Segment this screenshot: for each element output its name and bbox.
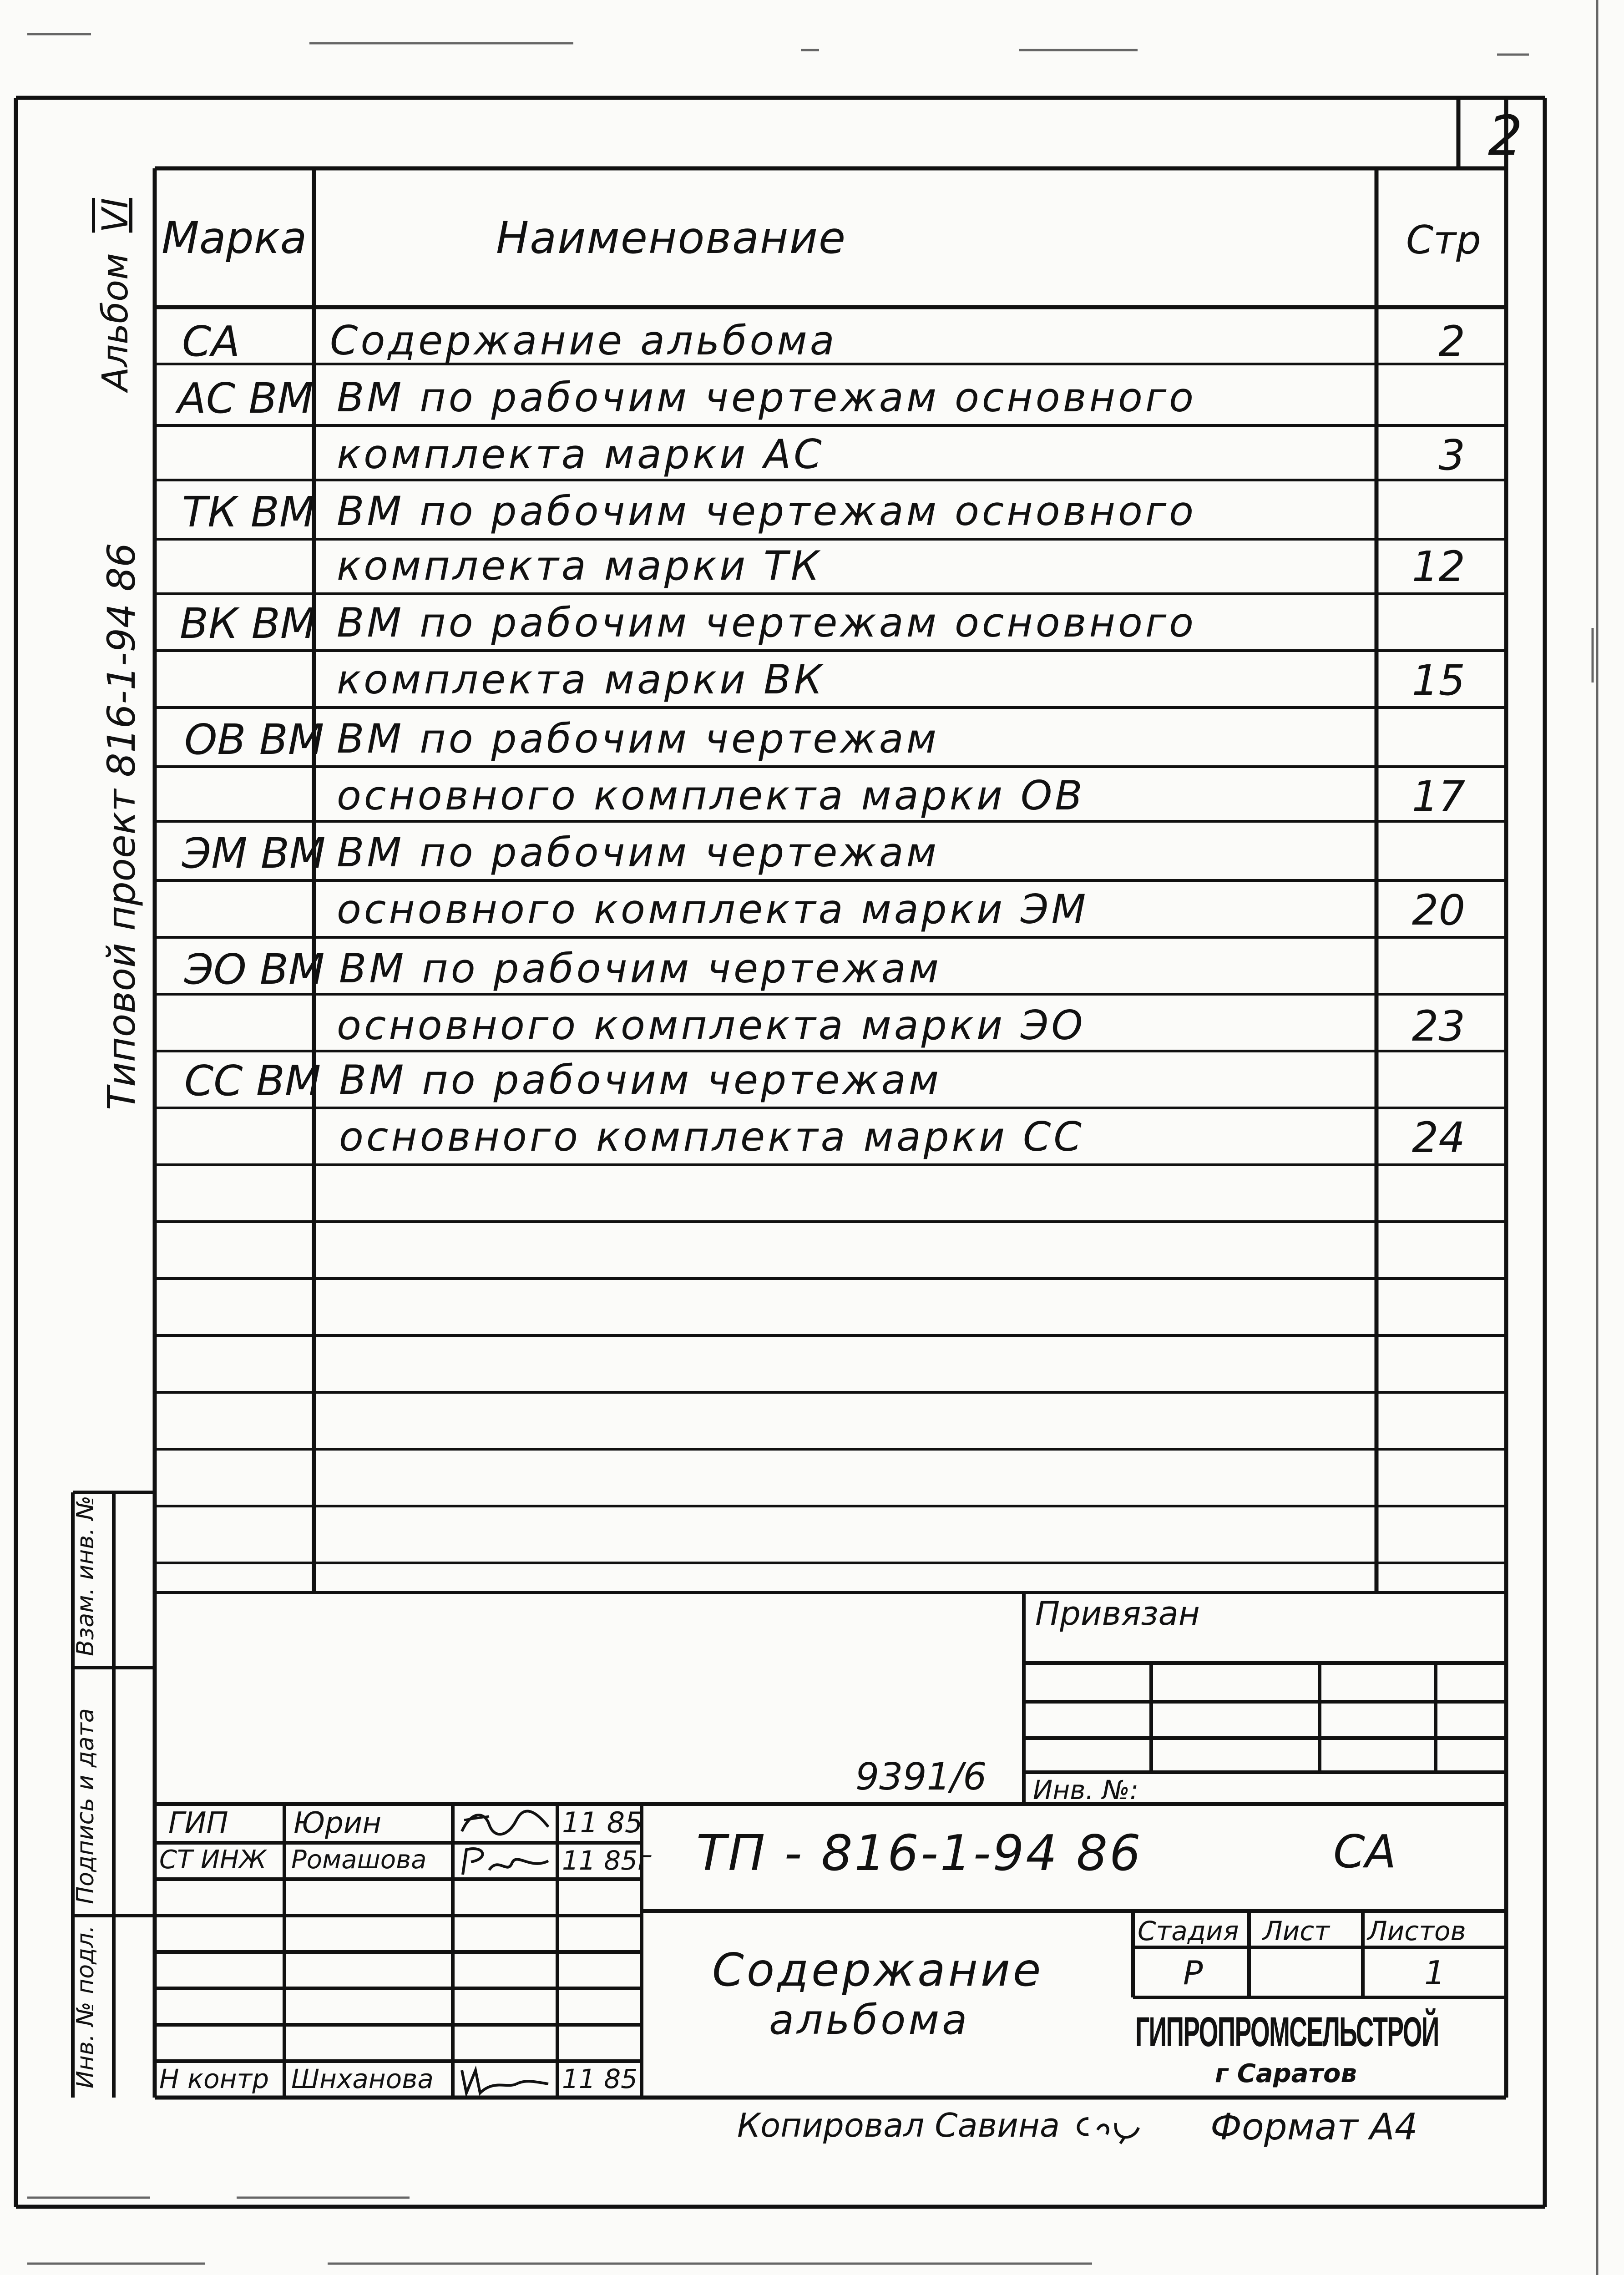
- table-row-page: 24: [1412, 1113, 1465, 1162]
- table-row-name: основного комплекта марки ЭМ: [337, 886, 1089, 933]
- table-row-mark: СС ВМ: [184, 1057, 321, 1105]
- document-code: СА: [1333, 1825, 1396, 1878]
- copier-signature: [1070, 2109, 1148, 2146]
- paper-format: Формат А4: [1210, 2106, 1418, 2148]
- table-row-name: основного комплекта марки СС: [339, 1113, 1084, 1160]
- stage-value: Р: [1183, 1954, 1203, 1992]
- table-row-name: ВМ по рабочим чертежам: [337, 829, 940, 876]
- role-st-inzh: СТ ИНЖ: [159, 1845, 267, 1875]
- table-row-name: Содержание альбома: [330, 317, 837, 364]
- table-row-name: комплекта марки ТК: [337, 542, 822, 589]
- doc-title-line1: Содержание: [712, 1943, 1044, 1997]
- date-n-kontr: 11 85: [562, 2063, 638, 2094]
- side-label-project: Типовой проект 816-1-94 86: [99, 543, 144, 1110]
- table-row-name: ВМ по рабочим чертежам основного: [337, 374, 1196, 421]
- date-st-inzh: 11 85г: [562, 1845, 652, 1876]
- table-row-page: 3: [1438, 431, 1465, 480]
- table-row-name: ВМ по рабочим чертежам: [339, 1057, 942, 1103]
- date-gip: 11 85: [562, 1806, 643, 1839]
- table-row-name: ВМ по рабочим чертежам: [339, 945, 942, 992]
- project-designation: ТП - 816-1-94 86: [696, 1825, 1143, 1882]
- table-row-name: ВМ по рабочим чертежам: [337, 715, 940, 762]
- margin-inv-orig: Инв. № подл.: [72, 1925, 99, 2088]
- table-row-page: 12: [1412, 542, 1465, 591]
- table-row-page: 2: [1438, 317, 1465, 366]
- sheets-header: Листов: [1367, 1916, 1466, 1946]
- organization-name: ГИПРОПРОМСЕЛЬСТРОЙ: [1135, 2009, 1439, 2055]
- table-row-mark: ОВ ВМ: [184, 715, 324, 764]
- table-row-mark: СА: [182, 317, 240, 366]
- signature-n-kontr: [457, 2061, 553, 2099]
- table-row-mark: ЭО ВМ: [184, 945, 325, 994]
- album-number: VI: [95, 197, 136, 233]
- header-page: Стр: [1406, 217, 1481, 263]
- signature-st-inzh: [457, 1843, 553, 1881]
- margin-vzam-inv: Взам. инв. №: [72, 1495, 99, 1656]
- doc-title-line2: альбома: [769, 1996, 970, 2044]
- table-row-mark: АС ВМ: [177, 374, 314, 423]
- table-row-name: ВМ по рабочим чертежам основного: [337, 488, 1196, 535]
- copied-by: [737, 2106, 1148, 2146]
- role-n-kontr: Н контр: [159, 2063, 269, 2094]
- sheet-number: 2: [1488, 105, 1523, 168]
- signature-gip: [457, 1806, 553, 1845]
- stage-header: Стадия: [1138, 1916, 1239, 1946]
- header-name: Наименование: [496, 212, 847, 263]
- table-row-name: ВМ по рабочим чертежам основного: [337, 599, 1196, 646]
- organization-city: г Саратов: [1215, 2059, 1357, 2088]
- table-row-name: комплекта марки АС: [337, 431, 825, 478]
- sheets-value: 1: [1424, 1954, 1445, 1992]
- name-st-inzh: Ромашова: [291, 1845, 427, 1875]
- name-n-kontr: Шнханова: [291, 2063, 434, 2094]
- table-row-mark: ТК ВМ: [182, 488, 316, 536]
- sheet-header: Лист: [1263, 1916, 1330, 1946]
- archive-number: 9391/6: [855, 1755, 987, 1799]
- role-gip: ГИП: [168, 1806, 228, 1840]
- inv-number-label: Инв. №:: [1033, 1774, 1139, 1805]
- margin-sign-date: Подпись и дата: [72, 1708, 99, 1904]
- table-row-page: 17: [1412, 772, 1465, 821]
- table-row-name: основного комплекта марки ОВ: [337, 772, 1085, 819]
- album-label: Альбом: [95, 253, 136, 391]
- privyazan-label: Привязан: [1035, 1594, 1200, 1633]
- table-row-page: 15: [1412, 656, 1465, 705]
- table-row-name: комплекта марки ВК: [337, 656, 825, 703]
- copied-by-text: Копировал Савина: [737, 2106, 1060, 2144]
- table-row-page: 23: [1412, 1002, 1465, 1051]
- table-row-mark: ВК ВМ: [180, 599, 317, 648]
- table-row-mark: ЭМ ВМ: [182, 829, 326, 878]
- side-label-album: [95, 197, 136, 391]
- name-gip: Юрин: [293, 1806, 382, 1840]
- header-mark: Марка: [162, 212, 307, 263]
- table-row-page: 20: [1412, 886, 1465, 935]
- table-row-name: основного комплекта марки ЭО: [337, 1002, 1086, 1049]
